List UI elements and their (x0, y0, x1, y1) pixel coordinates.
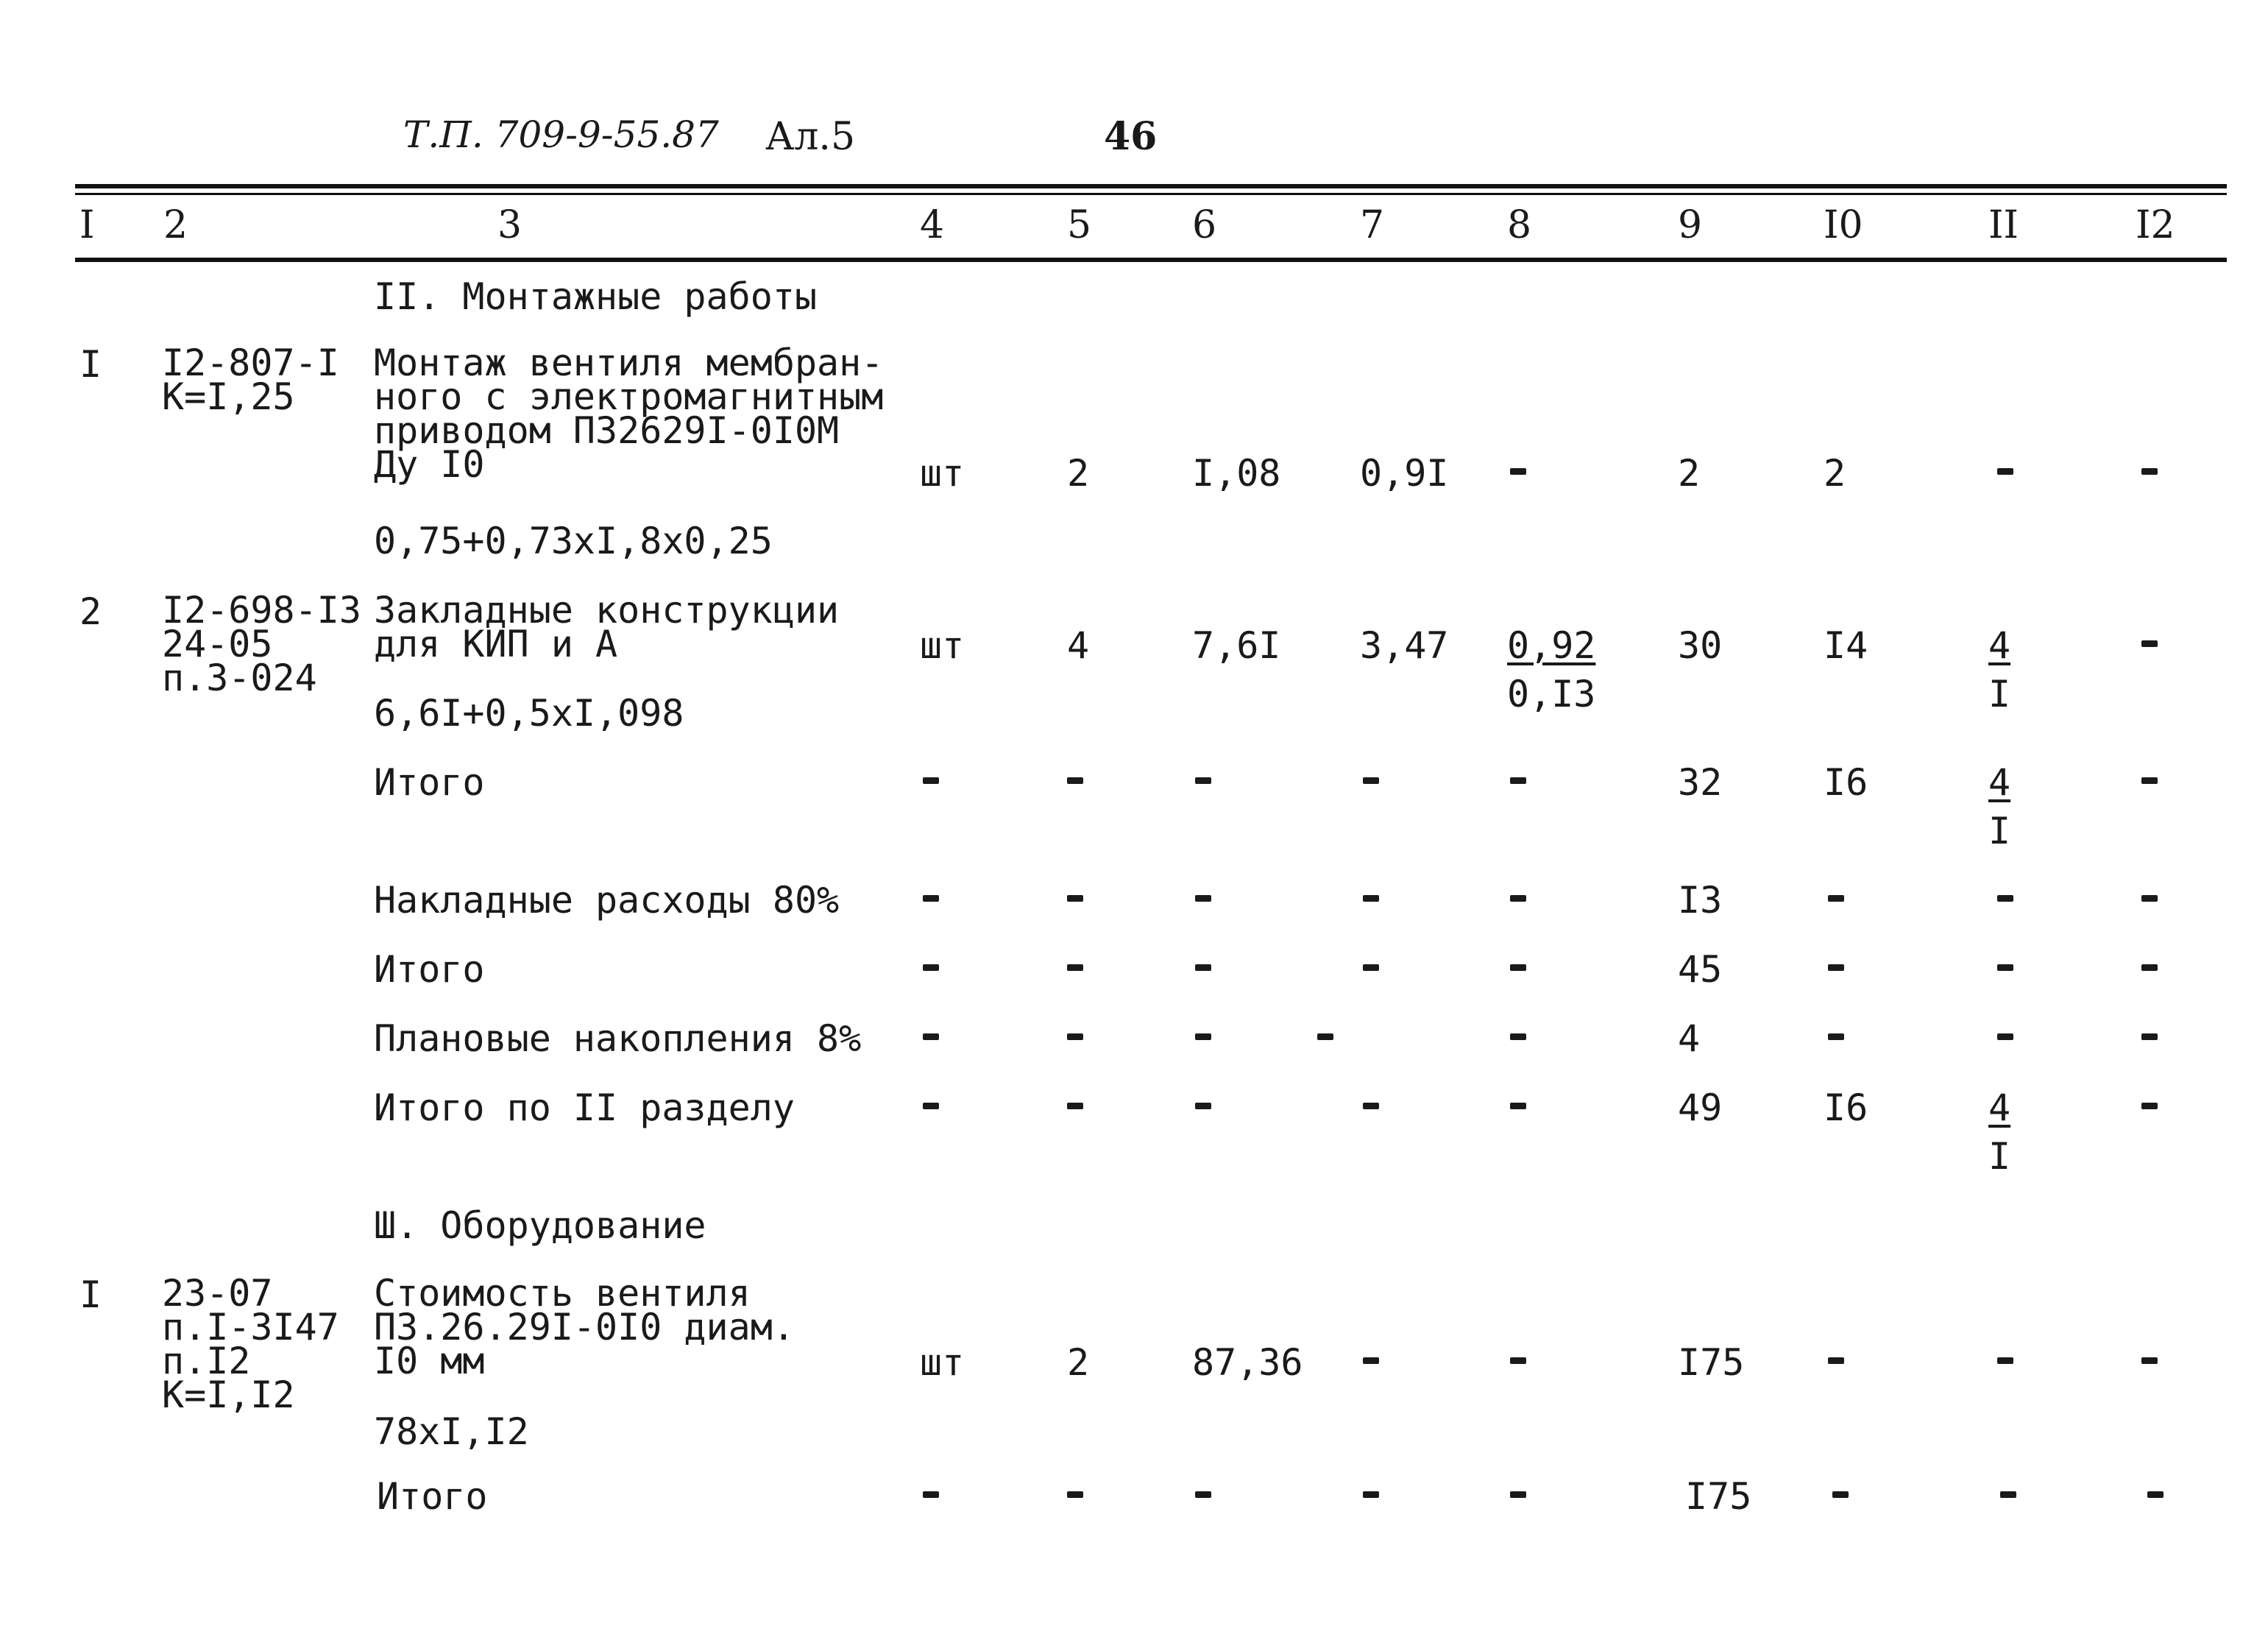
unit-cost: I,08 (1192, 452, 1281, 495)
col-header-11: II (1988, 203, 2019, 247)
total-wages: I4 (1824, 624, 1868, 667)
machine-total: 4 (1988, 1086, 2011, 1129)
unit: шт (920, 452, 965, 495)
row-label: Итого (374, 948, 485, 991)
col-header-12: I2 (2136, 203, 2175, 247)
norm-code: 23-07 п.I-3I47 п.I2 K=I,I2 (162, 1272, 339, 1416)
dash (2147, 1491, 2164, 1498)
dash (923, 964, 939, 971)
dash (1195, 777, 1211, 784)
unit: шт (920, 1341, 965, 1384)
dash (1317, 1033, 1333, 1040)
col-header-7: 7 (1360, 203, 1385, 247)
dash (1195, 1103, 1211, 1109)
col-header-6: 6 (1192, 203, 1217, 247)
machine-wages-total: I (1988, 673, 2011, 715)
dash (1832, 1491, 1849, 1498)
col-header-8: 8 (1507, 203, 1532, 247)
dash (1997, 964, 2013, 971)
page-number: 46 (1104, 114, 1158, 159)
dash (1828, 895, 1844, 902)
total-cost: 49 (1678, 1086, 1723, 1129)
work-description: Стоимость вентиля П3.26.29I-0I0 диам. I0 мм (374, 1272, 795, 1382)
total-cost: 32 (1678, 761, 1723, 804)
dash (923, 1033, 939, 1040)
unit: шт (920, 624, 965, 667)
dash (2141, 468, 2158, 475)
total-wages: I6 (1824, 761, 1868, 804)
dash (1363, 1103, 1379, 1109)
dash (1510, 1357, 1526, 1364)
dash (2141, 964, 2158, 971)
dash (923, 895, 939, 902)
dash (2141, 895, 2158, 902)
total-wages: I6 (1824, 1086, 1868, 1129)
dash (1067, 964, 1083, 971)
total-cost: I75 (1678, 1341, 1745, 1384)
dash (1510, 895, 1526, 902)
calculation: 78хI,I2 (374, 1410, 529, 1453)
col-header-5: 5 (1067, 203, 1092, 247)
unit-wages: 3,47 (1360, 624, 1449, 667)
dash (1997, 1033, 2013, 1040)
dash (1363, 964, 1379, 971)
total-wages: 2 (1824, 452, 1846, 495)
dash (1828, 1357, 1844, 1364)
machine-wages: 0,I3 (1507, 673, 1596, 715)
dash (2000, 1491, 2016, 1498)
row-label: Плановые накопления 8% (374, 1017, 862, 1060)
dash (2141, 1357, 2158, 1364)
dash (1067, 1491, 1083, 1498)
unit-cost: 7,6I (1192, 624, 1281, 667)
dash (2141, 640, 2158, 647)
dash (1510, 468, 1526, 475)
total-cost: I75 (1685, 1475, 1752, 1518)
section-title: Ш. Оборудование (374, 1204, 706, 1247)
album-label: Ал.5 (765, 115, 856, 159)
col-header-1: I (79, 203, 95, 247)
machine-wages-total: I (1988, 1135, 2011, 1178)
document-code: Т.П. 709-9-55.87 (403, 113, 719, 156)
machine-total: 4 (1988, 624, 2011, 667)
unit-wages: 0,9I (1360, 452, 1449, 495)
calculation: 0,75+0,73хI,8х0,25 (374, 520, 773, 562)
unit-cost: 87,36 (1192, 1341, 1303, 1384)
machine-wages-total: I (1988, 810, 2011, 852)
dash (1510, 964, 1526, 971)
calculation: 6,6I+0,5хI,098 (374, 692, 684, 735)
dash (1363, 1491, 1379, 1498)
total-cost: 30 (1678, 624, 1723, 667)
total-cost: 45 (1678, 948, 1723, 991)
top-rule-thick (75, 184, 2227, 188)
top-rule-thin (75, 193, 2227, 195)
total-cost: I3 (1678, 879, 1723, 922)
dash (1510, 777, 1526, 784)
col-header-10: I0 (1824, 203, 1863, 247)
dash (1997, 468, 2013, 475)
dash (1363, 777, 1379, 784)
norm-code: I2-698-I3 24-05 п.3-024 (162, 589, 361, 699)
dash (1195, 895, 1211, 902)
dash (1067, 895, 1083, 902)
machine-cost: 0,92 (1507, 624, 1596, 667)
row-number: I (79, 343, 102, 386)
dash (1363, 1357, 1379, 1364)
row-number: I (79, 1273, 102, 1316)
quantity: 2 (1067, 1341, 1090, 1384)
quantity: 2 (1067, 452, 1090, 495)
col-header-4: 4 (920, 203, 945, 247)
work-description: Монтаж вентиля мембран- ного с электромагнитным приводом П32629I-0I0М Ду I0 (374, 342, 884, 486)
dash (1828, 1033, 1844, 1040)
dash (923, 1491, 939, 1498)
dash (2141, 1033, 2158, 1040)
row-label: Накладные расходы 80% (374, 879, 840, 922)
dash (1997, 895, 2013, 902)
total-cost: 2 (1678, 452, 1701, 495)
dash (1195, 1033, 1211, 1040)
machine-total: 4 (1988, 761, 2011, 804)
dash (1828, 964, 1844, 971)
header-rule (75, 258, 2227, 262)
col-header-9: 9 (1678, 203, 1703, 247)
dash (1195, 1491, 1211, 1498)
work-description: Закладные конструкции для КИП и А (374, 589, 840, 665)
col-header-2: 2 (163, 203, 188, 247)
row-label: Итого (377, 1475, 488, 1518)
dash (923, 777, 939, 784)
dash (1067, 1033, 1083, 1040)
dash (923, 1103, 939, 1109)
dash (1067, 777, 1083, 784)
col-header-3: 3 (497, 203, 522, 247)
dash (2141, 777, 2158, 784)
row-label: Итого (374, 761, 485, 804)
dash (1067, 1103, 1083, 1109)
dash (2141, 1103, 2158, 1109)
section-title: II. Монтажные работы (374, 275, 818, 318)
dash (1510, 1033, 1526, 1040)
dash (1195, 964, 1211, 971)
norm-code: I2-807-I K=I,25 (162, 342, 339, 418)
dash (1510, 1103, 1526, 1109)
row-number: 2 (79, 590, 102, 633)
dash (1997, 1357, 2013, 1364)
row-label: Итого по II разделу (374, 1086, 795, 1129)
dash (1363, 895, 1379, 902)
quantity: 4 (1067, 624, 1090, 667)
dash (1510, 1491, 1526, 1498)
total-cost: 4 (1678, 1017, 1701, 1060)
